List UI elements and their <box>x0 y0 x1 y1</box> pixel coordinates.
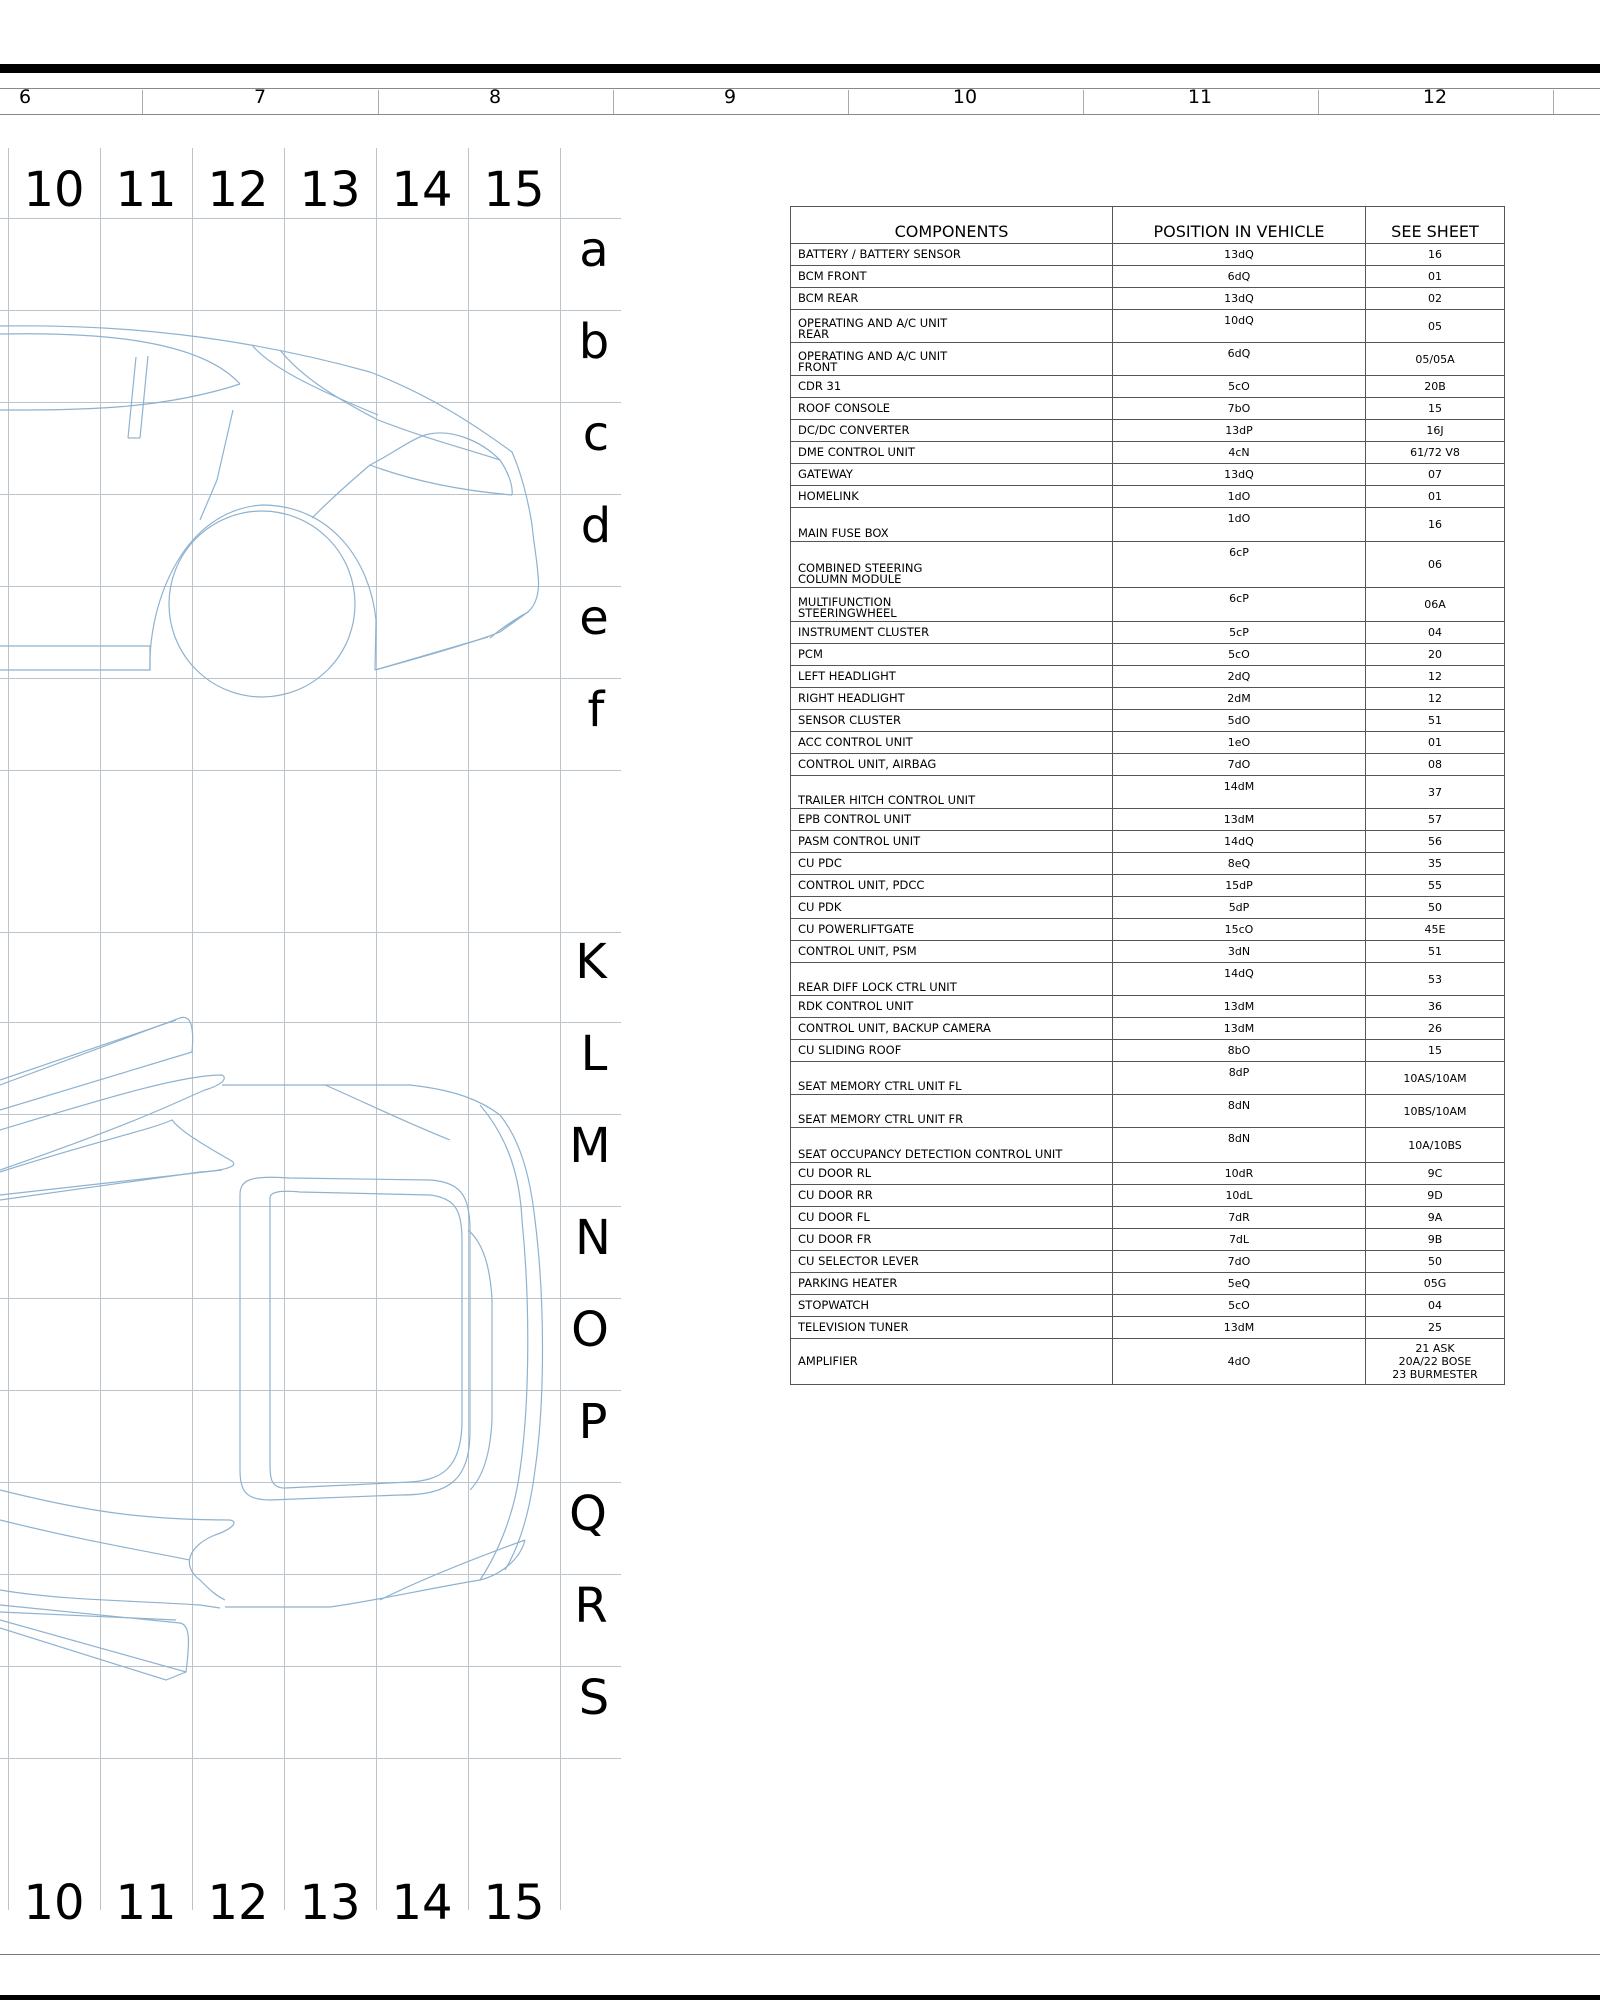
vehicle-outline-diagram <box>0 0 640 2000</box>
ruler-label: 11 <box>1187 86 1213 108</box>
position-cell: 7dO <box>1113 1251 1366 1273</box>
component-name-cell: SEAT MEMORY CTRL UNIT FL <box>791 1062 1113 1095</box>
grid-row-letter: N <box>575 1210 611 1266</box>
ruler-label: 8 <box>488 86 502 108</box>
component-name-cell: CU DOOR FR <box>791 1229 1113 1251</box>
table-row <box>791 996 1505 1018</box>
ruler-label: 12 <box>1422 86 1448 108</box>
ruler-label: 6 <box>18 86 32 108</box>
component-name-cell: MAIN FUSE BOX <box>791 508 1113 542</box>
position-cell: 8dN <box>1113 1095 1366 1128</box>
ruler-tick <box>848 90 849 114</box>
position-cell: 10dR <box>1113 1163 1366 1185</box>
component-name-cell: CU DOOR FL <box>791 1207 1113 1229</box>
table-row <box>791 1163 1505 1185</box>
position-cell: 7dR <box>1113 1207 1366 1229</box>
position-cell: 1eO <box>1113 732 1366 754</box>
component-name-cell: CU SELECTOR LEVER <box>791 1251 1113 1273</box>
see-sheet-cell: 21 ASK 20A/22 BOSE 23 BURMESTER <box>1366 1339 1505 1385</box>
see-sheet-cell: 51 <box>1366 941 1505 963</box>
table-row <box>791 853 1505 875</box>
table-row <box>791 1229 1505 1251</box>
table-row <box>791 508 1505 542</box>
top-view-car <box>0 1017 543 1680</box>
see-sheet-cell: 20B <box>1366 376 1505 398</box>
component-name-cell: CONTROL UNIT, PSM <box>791 941 1113 963</box>
grid-column-number-bottom: 10 <box>23 1875 85 1931</box>
table-row <box>791 266 1505 288</box>
component-name-cell: ROOF CONSOLE <box>791 398 1113 420</box>
see-sheet-cell: 25 <box>1366 1317 1505 1339</box>
component-name-cell: COMBINED STEERING COLUMN MODULE <box>791 542 1113 588</box>
component-name-cell: TRAILER HITCH CONTROL UNIT <box>791 776 1113 809</box>
component-name-cell: EPB CONTROL UNIT <box>791 809 1113 831</box>
see-sheet-cell: 05G <box>1366 1273 1505 1295</box>
position-cell: 4dO <box>1113 1339 1366 1385</box>
ruler-tick <box>1083 90 1084 114</box>
table-row <box>791 941 1505 963</box>
grid-column-number-top: 13 <box>299 162 361 218</box>
grid-row-letter: e <box>579 590 609 646</box>
see-sheet-cell: 06 <box>1366 542 1505 588</box>
component-name-cell: TELEVISION TUNER <box>791 1317 1113 1339</box>
component-name-cell: RIGHT HEADLIGHT <box>791 688 1113 710</box>
grid-row-letter: c <box>582 406 610 462</box>
component-name-cell: GATEWAY <box>791 464 1113 486</box>
table-row <box>791 310 1505 343</box>
grid-row-letter: M <box>569 1118 611 1174</box>
table-row <box>791 809 1505 831</box>
table-header-row <box>791 207 1505 244</box>
table-row <box>791 1273 1505 1295</box>
ruler-label: 9 <box>723 86 737 108</box>
position-cell: 13dP <box>1113 420 1366 442</box>
position-cell: 10dL <box>1113 1185 1366 1207</box>
table-row <box>791 442 1505 464</box>
grid-row-letter: R <box>574 1578 608 1634</box>
component-name-cell: OPERATING AND A/C UNIT REAR <box>791 310 1113 343</box>
see-sheet-cell: 01 <box>1366 732 1505 754</box>
grid-column-number-top: 10 <box>23 162 85 218</box>
components-table <box>790 206 1505 1385</box>
table-row <box>791 588 1505 622</box>
component-name-cell: SENSOR CLUSTER <box>791 710 1113 732</box>
position-cell: 13dQ <box>1113 464 1366 486</box>
table-row <box>791 831 1505 853</box>
component-name-cell: CONTROL UNIT, BACKUP CAMERA <box>791 1018 1113 1040</box>
components-header: COMPONENTS <box>791 207 1113 244</box>
grid-row-letter: d <box>580 498 612 554</box>
table-row <box>791 1207 1505 1229</box>
see-sheet-cell: 12 <box>1366 666 1505 688</box>
grid-row-letter: f <box>587 682 605 738</box>
table-row <box>791 776 1505 809</box>
see-sheet-cell: 16 <box>1366 508 1505 542</box>
table-row <box>791 644 1505 666</box>
see-sheet-cell: 56 <box>1366 831 1505 853</box>
see-sheet-cell: 01 <box>1366 486 1505 508</box>
position-cell: 14dM <box>1113 776 1366 809</box>
position-cell: 13dM <box>1113 1317 1366 1339</box>
sheet-header: SEE SHEET <box>1366 207 1505 244</box>
position-cell: 5cO <box>1113 1295 1366 1317</box>
position-cell: 4cN <box>1113 442 1366 464</box>
position-cell: 10dQ <box>1113 310 1366 343</box>
position-cell: 15cO <box>1113 919 1366 941</box>
table-row <box>791 1185 1505 1207</box>
table-row <box>791 486 1505 508</box>
position-cell: 13dQ <box>1113 288 1366 310</box>
position-cell: 8bO <box>1113 1040 1366 1062</box>
position-cell: 15dP <box>1113 875 1366 897</box>
position-cell: 13dM <box>1113 996 1366 1018</box>
component-name-cell: BCM REAR <box>791 288 1113 310</box>
position-cell: 5cO <box>1113 376 1366 398</box>
component-name-cell: ACC CONTROL UNIT <box>791 732 1113 754</box>
see-sheet-cell: 20 <box>1366 644 1505 666</box>
see-sheet-cell: 01 <box>1366 266 1505 288</box>
see-sheet-cell: 26 <box>1366 1018 1505 1040</box>
component-name-cell: BATTERY / BATTERY SENSOR <box>791 244 1113 266</box>
component-name-cell: RDK CONTROL UNIT <box>791 996 1113 1018</box>
component-name-cell: REAR DIFF LOCK CTRL UNIT <box>791 963 1113 996</box>
grid-row-letter: a <box>579 222 609 278</box>
grid-column-number-top: 12 <box>207 162 269 218</box>
see-sheet-cell: 16J <box>1366 420 1505 442</box>
grid-column-number-bottom: 12 <box>207 1875 269 1931</box>
table-row <box>791 1251 1505 1273</box>
see-sheet-cell: 9C <box>1366 1163 1505 1185</box>
table-row <box>791 688 1505 710</box>
position-cell: 14dQ <box>1113 963 1366 996</box>
table-row <box>791 963 1505 996</box>
table-row <box>791 1018 1505 1040</box>
position-cell: 8dP <box>1113 1062 1366 1095</box>
component-name-cell: PASM CONTROL UNIT <box>791 831 1113 853</box>
component-name-cell: LEFT HEADLIGHT <box>791 666 1113 688</box>
component-name-cell: BCM FRONT <box>791 266 1113 288</box>
component-name-cell: PCM <box>791 644 1113 666</box>
component-name-cell: DC/DC CONVERTER <box>791 420 1113 442</box>
table-row <box>791 464 1505 486</box>
table-row <box>791 376 1505 398</box>
see-sheet-cell: 06A <box>1366 588 1505 622</box>
see-sheet-cell: 07 <box>1366 464 1505 486</box>
table-row <box>791 666 1505 688</box>
component-name-cell: CU DOOR RL <box>791 1163 1113 1185</box>
see-sheet-cell: 61/72 V8 <box>1366 442 1505 464</box>
position-cell: 5cP <box>1113 622 1366 644</box>
table-row <box>791 542 1505 588</box>
position-cell: 7dO <box>1113 754 1366 776</box>
component-name-cell: CU SLIDING ROOF <box>791 1040 1113 1062</box>
grid-column-number-bottom: 13 <box>299 1875 361 1931</box>
component-name-cell: SEAT MEMORY CTRL UNIT FR <box>791 1095 1113 1128</box>
position-cell: 1dO <box>1113 486 1366 508</box>
position-cell: 2dQ <box>1113 666 1366 688</box>
grid-row-letter: K <box>575 934 607 990</box>
table-row <box>791 1128 1505 1163</box>
see-sheet-cell: 50 <box>1366 897 1505 919</box>
see-sheet-cell: 10A/10BS <box>1366 1128 1505 1163</box>
position-cell: 7dL <box>1113 1229 1366 1251</box>
position-cell: 5dP <box>1113 897 1366 919</box>
position-cell: 8dN <box>1113 1128 1366 1163</box>
table-row <box>791 732 1505 754</box>
component-name-cell: INSTRUMENT CLUSTER <box>791 622 1113 644</box>
position-cell: 1dO <box>1113 508 1366 542</box>
component-name-cell: DME CONTROL UNIT <box>791 442 1113 464</box>
component-name-cell: PARKING HEATER <box>791 1273 1113 1295</box>
table-row <box>791 1095 1505 1128</box>
component-name-cell: CONTROL UNIT, AIRBAG <box>791 754 1113 776</box>
see-sheet-cell: 36 <box>1366 996 1505 1018</box>
see-sheet-cell: 04 <box>1366 622 1505 644</box>
table-row <box>791 343 1505 376</box>
component-name-cell: CU PDK <box>791 897 1113 919</box>
grid-column-number-top: 11 <box>115 162 177 218</box>
see-sheet-cell: 16 <box>1366 244 1505 266</box>
component-name-cell: HOMELINK <box>791 486 1113 508</box>
see-sheet-cell: 04 <box>1366 1295 1505 1317</box>
table-row <box>791 1339 1505 1385</box>
ruler-label: 10 <box>952 86 978 108</box>
see-sheet-cell: 9B <box>1366 1229 1505 1251</box>
position-cell: 5cO <box>1113 644 1366 666</box>
position-cell: 8eQ <box>1113 853 1366 875</box>
position-cell: 14dQ <box>1113 831 1366 853</box>
grid-row-letter: O <box>571 1302 609 1358</box>
see-sheet-cell: 51 <box>1366 710 1505 732</box>
component-name-cell: STOPWATCH <box>791 1295 1113 1317</box>
position-cell: 7bO <box>1113 398 1366 420</box>
position-cell: 3dN <box>1113 941 1366 963</box>
table-row <box>791 1295 1505 1317</box>
see-sheet-cell: 53 <box>1366 963 1505 996</box>
table-row <box>791 1040 1505 1062</box>
table-row <box>791 919 1505 941</box>
table-row <box>791 288 1505 310</box>
position-cell: 13dM <box>1113 1018 1366 1040</box>
component-name-cell: CU POWERLIFTGATE <box>791 919 1113 941</box>
grid-row-letter: b <box>578 314 610 370</box>
table-row <box>791 1062 1505 1095</box>
ruler-tick <box>1318 90 1319 114</box>
see-sheet-cell: 08 <box>1366 754 1505 776</box>
see-sheet-cell: 35 <box>1366 853 1505 875</box>
position-cell: 6dQ <box>1113 266 1366 288</box>
see-sheet-cell: 9D <box>1366 1185 1505 1207</box>
table-row <box>791 897 1505 919</box>
table-row <box>791 754 1505 776</box>
grid-row-letter: P <box>578 1394 608 1450</box>
grid-column-number-top: 14 <box>391 162 453 218</box>
table-row <box>791 244 1505 266</box>
grid-row-letter: L <box>580 1026 608 1082</box>
grid-column-number-bottom: 11 <box>115 1875 177 1931</box>
see-sheet-cell: 9A <box>1366 1207 1505 1229</box>
see-sheet-cell: 50 <box>1366 1251 1505 1273</box>
see-sheet-cell: 05/05A <box>1366 343 1505 376</box>
component-name-cell: MULTIFUNCTION STEERINGWHEEL <box>791 588 1113 622</box>
position-cell: 6dQ <box>1113 343 1366 376</box>
see-sheet-cell: 57 <box>1366 809 1505 831</box>
see-sheet-cell: 12 <box>1366 688 1505 710</box>
see-sheet-cell: 05 <box>1366 310 1505 343</box>
see-sheet-cell: 02 <box>1366 288 1505 310</box>
position-cell: 6cP <box>1113 588 1366 622</box>
see-sheet-cell: 37 <box>1366 776 1505 809</box>
see-sheet-cell: 55 <box>1366 875 1505 897</box>
see-sheet-cell: 15 <box>1366 1040 1505 1062</box>
table-row <box>791 622 1505 644</box>
component-name-cell: OPERATING AND A/C UNIT FRONT <box>791 343 1113 376</box>
component-name-cell: SEAT OCCUPANCY DETECTION CONTROL UNIT <box>791 1128 1113 1163</box>
position-cell: 6cP <box>1113 542 1366 588</box>
component-name-cell: CDR 31 <box>791 376 1113 398</box>
position-cell: 2dM <box>1113 688 1366 710</box>
component-name-cell: CONTROL UNIT, PDCC <box>791 875 1113 897</box>
table-row <box>791 710 1505 732</box>
see-sheet-cell: 10BS/10AM <box>1366 1095 1505 1128</box>
component-name-cell: CU DOOR RR <box>791 1185 1113 1207</box>
see-sheet-cell: 10AS/10AM <box>1366 1062 1505 1095</box>
position-cell: 5eQ <box>1113 1273 1366 1295</box>
grid-column-number-top: 15 <box>483 162 545 218</box>
bottom-border-bar <box>0 1995 1600 2000</box>
position-header: POSITION IN VEHICLE <box>1113 207 1366 244</box>
table-row <box>791 875 1505 897</box>
table-row <box>791 398 1505 420</box>
table-row <box>791 420 1505 442</box>
component-name-cell: AMPLIFIER <box>791 1339 1113 1385</box>
see-sheet-cell: 45E <box>1366 919 1505 941</box>
position-cell: 13dQ <box>1113 244 1366 266</box>
ruler-label: 7 <box>253 86 267 108</box>
see-sheet-cell: 15 <box>1366 398 1505 420</box>
grid-column-number-bottom: 14 <box>391 1875 453 1931</box>
bottom-border-line <box>0 1954 1600 1955</box>
position-cell: 5dO <box>1113 710 1366 732</box>
grid-row-letter: Q <box>569 1486 607 1542</box>
table-row <box>791 1317 1505 1339</box>
grid-column-number-bottom: 15 <box>483 1875 545 1931</box>
component-name-cell: CU PDC <box>791 853 1113 875</box>
grid-row-letter: S <box>578 1670 610 1726</box>
ruler-tick <box>1553 90 1554 114</box>
position-cell: 13dM <box>1113 809 1366 831</box>
side-view-car <box>0 326 539 697</box>
